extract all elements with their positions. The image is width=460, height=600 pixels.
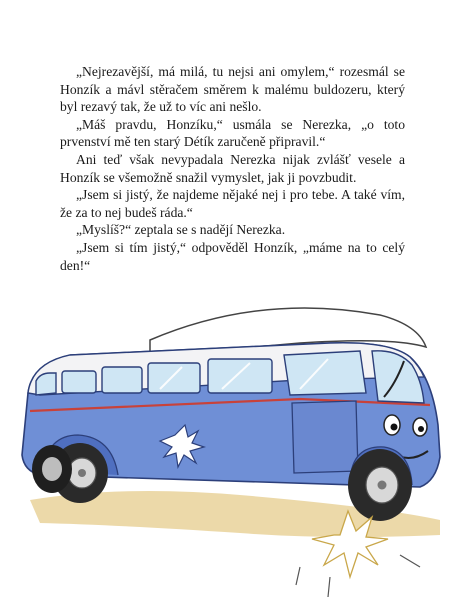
front-wheel: [348, 449, 412, 521]
rear-wheel-inner: [32, 445, 72, 493]
bus-door: [292, 401, 358, 473]
paragraph: „Jsem si jistý, že najdeme nějaké nej i pro tebe. A také vím, že za to nej budeš ráda.“: [60, 187, 405, 220]
paragraph: „Nejrezavější, má milá, tu nejsi ani omylem,“ rozesmál se Honzík a mávl stěračem směrem k malému buldozeru, který byl rezavý tak, že už to víc ani nešlo.: [60, 64, 405, 115]
paragraph: „Myslíš?“ zeptala se s nadějí Nerezka.: [76, 222, 286, 238]
bus-illustration: [0, 285, 460, 600]
paragraph: Ani teď však nevypadala Nerezka nijak zvlášť vesele a Honzík se všemožně snažil vymyslet, jak ji povzbudit.: [60, 151, 405, 185]
paragraph: „Máš pravdu, Honzíku,“ usmála se Nerezka, „o toto prvenství mě ten starý Détík zaručeně připravil.“: [60, 116, 405, 150]
paragraph: „Jsem si tím jistý,“ odpověděl Honzík, „máme na to celý den!“: [60, 239, 405, 273]
motion-lines: [296, 555, 420, 597]
story-text: [60, 63, 405, 274]
